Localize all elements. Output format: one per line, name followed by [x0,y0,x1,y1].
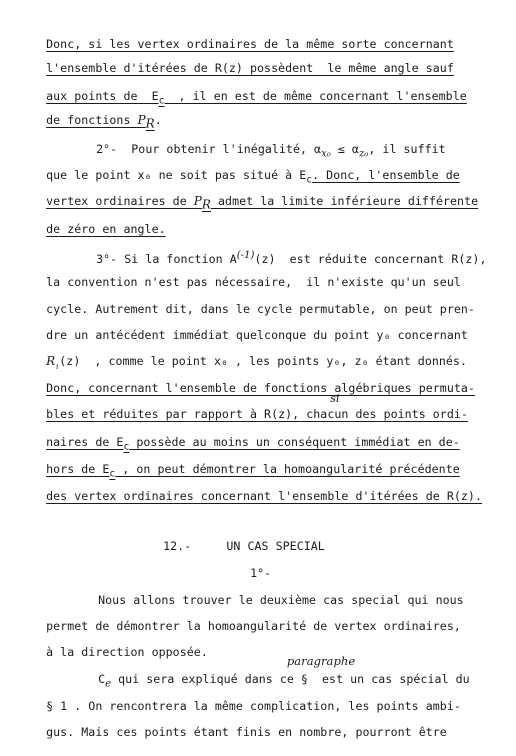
line-20-text: permet de démontrer la homoangularité de vertex ordinaires, [46,619,461,633]
line-22-part-b: qui sera expliqué dans ce § est un cas spécial du [111,672,470,686]
line-6-sub-c: c [306,174,313,186]
line-15-text: bles et réduites par rapport à R(z), chacun des points ordi- [46,407,468,421]
line-16-part-b: possède au moins un conséquent immédiat en de- [129,435,460,449]
line-17-part-a: hors de E [46,462,110,476]
line-5-sub-x0: x₀ [321,148,331,160]
line-14-text: Donc, concernant l'ensemble de fonctions algébriques permuta- [46,381,475,395]
line-21-text: à la direction opposée. [46,645,208,659]
line-1-text: Donc, si les vertex ordinaires de la même sorte concernant [46,37,454,51]
paragraphe-annotation: paragraphe [286,654,356,668]
line-7-part-b: admet la limite inférieure différente [210,194,479,208]
line-3-sub-c: c [158,95,165,107]
line-17-part-b: , on peut démontrer la homoangularité précédente [115,462,460,476]
line-19-text: Nous allons trouver le deuxième cas special qui nous [98,593,464,607]
line-5-part-c: , il suffit [368,142,446,156]
line-9-part-a: 3°- Si la fonction A [96,251,237,266]
line-3-part-a: aux points de E [46,89,159,103]
line-16-part-a: naires de E [46,435,124,449]
line-4-sub-R: R [145,116,155,131]
line-9-part-b: (z) est réduite concernant R(z), [254,251,487,266]
line-24-text: gus. Mais ces points étant finis en nombre, pourront être [46,725,447,739]
line-12-text: dre un antécédent immédiat quelconque du point y₀ concernant [46,328,468,342]
line-4-P: P [137,113,146,127]
line-22-sub-e: e [105,678,112,690]
line-3-part-b: , il en est de même concernant l'ensemble [164,89,467,103]
line-10-text: la convention n'est pas nécessaire, il n'existe qu'un seul [46,275,461,289]
line-2-text: l'ensemble d'itérées de R(z) possèdent le même angle sauf [46,61,454,75]
line-5-part-b: ≤ α [330,142,359,156]
text-line-24 [18,708,447,756]
si-annotation: si [330,392,340,405]
line-18-text: des vertex ordinaires concernant l'ensemble d'itérées de R(z). [46,489,482,503]
subsection-number: 1°- [250,566,272,580]
line-5-sub-z0: z₀ [358,148,369,160]
line-7-P: P [193,194,202,208]
line-5-part-a: 2°- Pour obtenir l'inégalité, α [96,142,322,156]
line-6-part-a: que le point x₀ ne soit pas situé à E [46,168,307,182]
line-17-sub-c: c [109,468,116,480]
line-13-part-b: (z) , comme le point x₀ , les points y₀, z₀ étant donnés. [59,354,468,368]
line-4-part-a: de fonctions [46,113,138,127]
line-13-sub-1: ₁ [55,360,60,372]
line-13-R: R [46,354,56,368]
line-7-part-a: vertex ordinaires de [46,194,194,208]
line-16-sub-c: c [123,441,130,453]
line-11-text: cycle. Autrement dit, dans le cycle permutable, on peut pren- [46,302,475,316]
line-23-text: § 1 . On rencontrera la même complication, les points ambi- [46,699,461,713]
section-title: 12.- UN CAS SPECIAL [163,539,325,553]
line-6-part-b: . Donc, l'ensemble de [312,168,460,182]
text-line-18 [18,472,482,520]
line-22-C: C [98,672,106,686]
line-4-period: . [154,113,162,127]
line-7-sub-R: R [201,197,211,212]
line-8-text: de zéro en angle. [46,222,166,236]
line-9-sup: (-1) [236,250,255,261]
